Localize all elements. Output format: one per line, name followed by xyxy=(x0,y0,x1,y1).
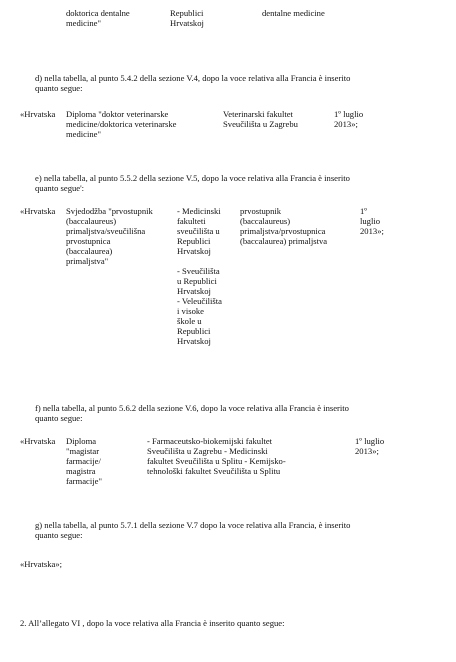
section-d-body: Veterinarski fakultet Sveučilišta u Zagrebu xyxy=(223,109,298,129)
section-f-diploma: Diploma "magistar farmacije/ magistra farmacije" xyxy=(66,436,102,486)
section-f-date: 1º luglio 2013»; xyxy=(355,436,385,456)
section-d-diploma: Diploma "doktor veterinarske medicine/doktorica veterinarske medicine" xyxy=(66,109,177,139)
section-f-intro: f) nella tabella, al punto 5.6.2 della sezione V.6, dopo la voce relativa alla Francia è inserito quanto segue: xyxy=(35,403,349,423)
section-g-intro: g) nella tabella, al punto 5.7.1 della sezione V.7 dopo la voce relativa alla Francia, è inserito quanto segue: xyxy=(35,520,351,540)
annex-vi-intro: 2. All’allegato VI , dopo la voce relativa alla Francia è inserito quanto segue: xyxy=(20,618,285,628)
section-e-intro: e) nella tabella, al punto 5.5.2 della sezione V.5, dopo la voce relativa alla Francia è inserito quanto segue': xyxy=(35,173,350,193)
section-d-date: 1º luglio 2013»; xyxy=(334,109,364,129)
section-e-body: - Medicinski fakulteti sveučilišta u Republici Hrvatskoj - Sveučilišta u Republici Hrvatskoj - Veleučilišta i visoke škole u Republici Hrvatskoj xyxy=(177,206,222,346)
top-row-diploma: doktorica dentalne medicine" xyxy=(66,8,130,28)
section-d-intro: d) nella tabella, al punto 5.4.2 della sezione V.4, dopo la voce relativa alla Francia è inserito quanto segue: xyxy=(35,73,351,93)
section-e-country: «Hrvatska xyxy=(20,206,56,216)
section-d-country: «Hrvatska xyxy=(20,109,56,119)
section-g-entry: «Hrvatska»; xyxy=(20,559,63,569)
section-e-date: 1º luglio 2013»; xyxy=(360,206,384,236)
top-row-title: dentalne medicine xyxy=(262,8,325,18)
section-f-country: «Hrvatska xyxy=(20,436,56,446)
section-f-body: - Farmaceutsko-biokemijski fakultet Sveučilišta u Zagrebu - Medicinski fakultet Sveučilišta u Splitu - Kemijsko- tehnološki fakultet Sveučilišta u Splitu xyxy=(147,436,286,476)
section-e-diploma: Svjedodžba "prvostupnik (baccalaureus) primaljstva/sveučilišna prvostupnica (baccalaurea) primaljstva" xyxy=(66,206,153,266)
top-row-country: Republici Hrvatskoj xyxy=(170,8,204,28)
section-e-title: prvostupnik (baccalaureus) primaljstva/prvostupnica (baccalaurea) primaljstva xyxy=(240,206,328,246)
